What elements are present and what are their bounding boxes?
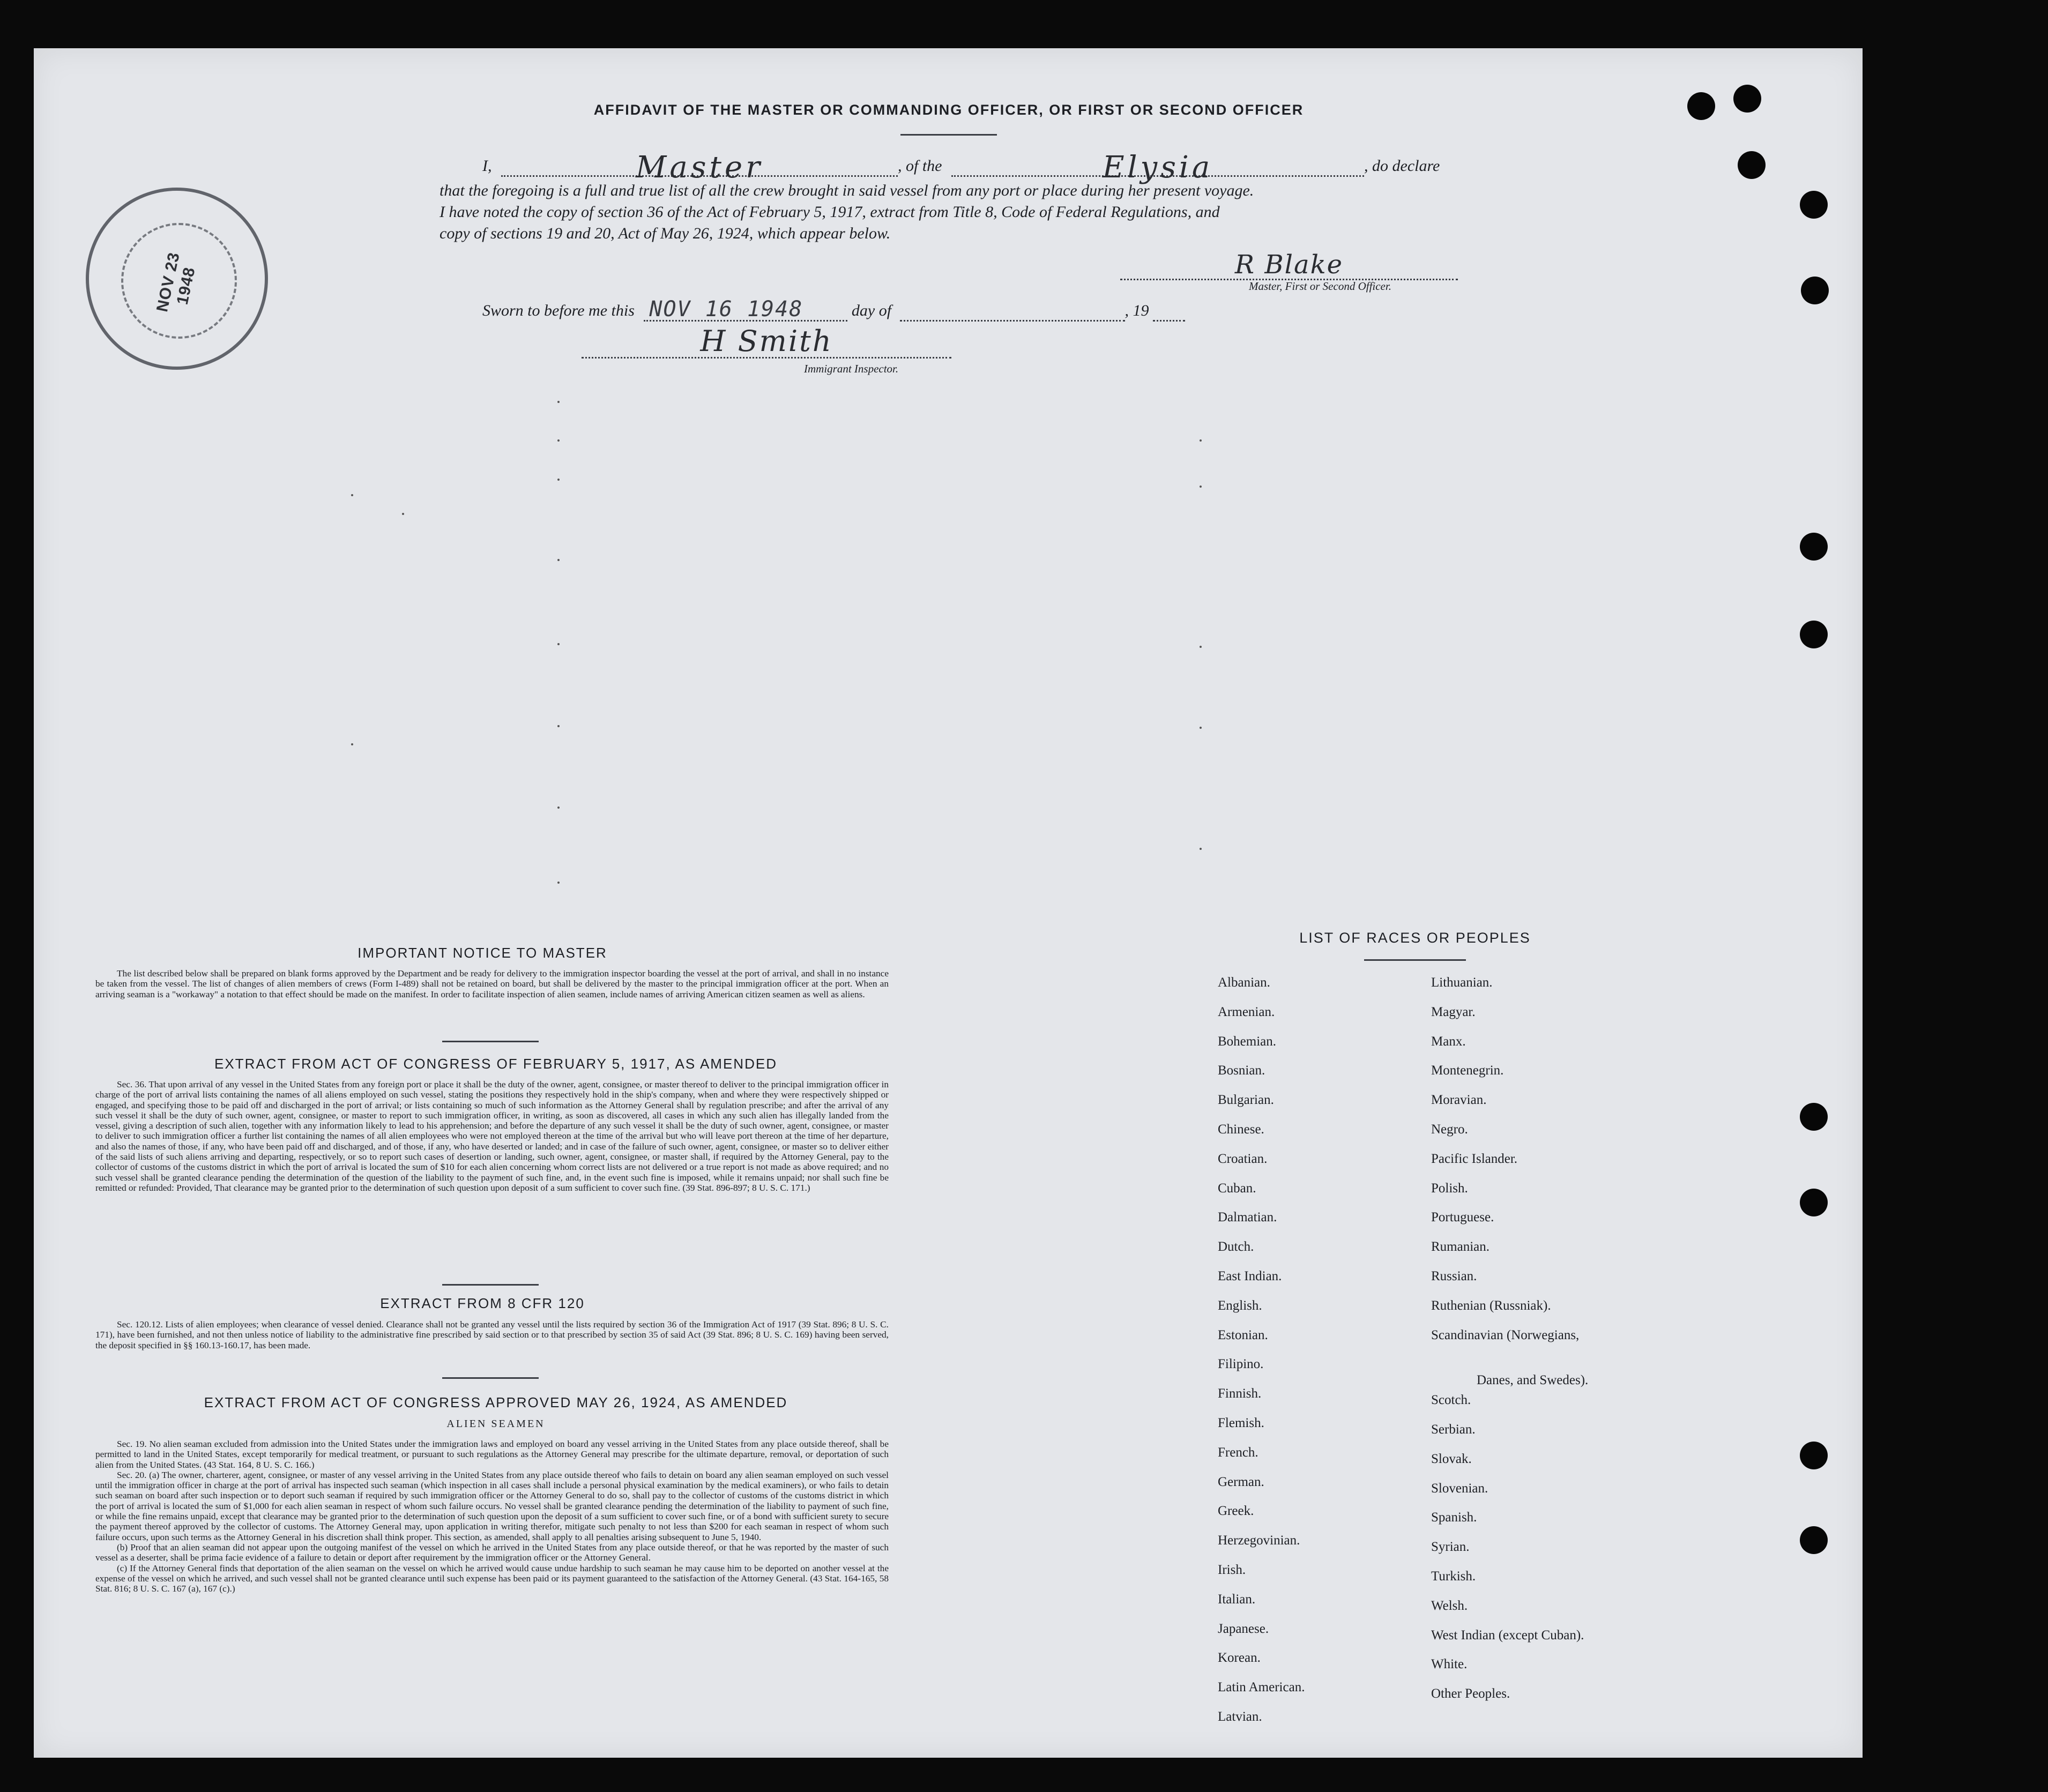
- race-item: Pacific Islander.: [1431, 1151, 1518, 1166]
- sworn-label: Sworn to before me this: [482, 302, 635, 319]
- race-item: Cuban.: [1218, 1181, 1256, 1196]
- race-item: Estonian.: [1218, 1327, 1268, 1342]
- race-item: Greek.: [1218, 1504, 1254, 1519]
- race-item: White.: [1431, 1657, 1468, 1672]
- race-item: Filipino.: [1218, 1357, 1264, 1372]
- extract-1917-title: EXTRACT FROM ACT OF CONGRESS OF FEBRUARY 5, 1917, AS AMENDED: [214, 1056, 777, 1072]
- affidavit-line-4: copy of sections 19 and 20, Act of May 26, 1924, which appear below.: [440, 225, 891, 242]
- binder-hole: [1800, 1103, 1828, 1131]
- binder-hole: [1800, 1442, 1828, 1469]
- sworn-date-field: [644, 297, 847, 322]
- section-divider: [442, 1377, 539, 1379]
- race-item: Slovak.: [1431, 1451, 1472, 1466]
- section-19-paragraph: Sec. 19. No alien seaman excluded from admission into the United States under the immigration laws and employed on board any vessel arriving in the United States from any place outside thereof, shall be permitted to land in the United States, except temporarily for medical treatment, or pursuant to such regulations as the Attorney General may prescribe for the ultimate departure, removal, or deportation of such alien from the United States. (43 Stat. 164, 8 U. S. C. 166.): [95, 1439, 889, 1470]
- section-20b-paragraph: (b) Proof that an alien seaman did not appear upon the outgoing manifest of the vessel on which he arrived in the United States from any place outside thereof, or that he was reported by the master of such vessel as a deserter, shall be prima facie evidence of a failure to detain or deport after requirement by the immigration officer or the Attorney General.: [95, 1542, 889, 1563]
- master-signature-field: [1120, 241, 1458, 280]
- month-field: [900, 302, 1125, 322]
- affidavit-title: AFFIDAVIT OF THE MASTER OR COMMANDING OFFICER, OR FIRST OR SECOND OFFICER: [593, 102, 1304, 118]
- race-item: Manx.: [1431, 1034, 1466, 1049]
- vessel-name-handwritten: Elysia: [1102, 150, 1213, 185]
- scan-dot: [557, 559, 560, 561]
- scan-dot: [1200, 848, 1202, 850]
- do-declare-label: , do declare: [1364, 157, 1440, 175]
- master-signature: R Blake: [1234, 250, 1344, 280]
- affidavit-line-3: I have noted the copy of section 36 of the Act of February 5, 1917, extract from Title 8, Code of Federal Regulations, and: [440, 203, 1220, 221]
- master-caption: Master, First or Second Officer.: [1249, 280, 1391, 293]
- binder-hole: [1800, 191, 1828, 219]
- race-item: Flemish.: [1218, 1416, 1264, 1430]
- scan-dot: [557, 643, 560, 645]
- races-divider: [1364, 959, 1466, 961]
- extract-1924-title: EXTRACT FROM ACT OF CONGRESS APPROVED MAY 26, 1924, AS AMENDED: [204, 1394, 788, 1410]
- officer-name-handwritten: Master: [636, 150, 763, 185]
- race-item: English.: [1218, 1298, 1262, 1313]
- race-item: Albanian.: [1218, 975, 1270, 990]
- race-item: Danes, and Swedes).: [1477, 1373, 1589, 1388]
- section-divider: [442, 1284, 539, 1286]
- binder-hole: [1738, 151, 1766, 179]
- year-field: [1153, 302, 1185, 322]
- race-item: Irish.: [1218, 1563, 1246, 1577]
- scan-dot: [1200, 439, 1202, 442]
- race-item: West Indian (except Cuban).: [1431, 1627, 1584, 1642]
- race-item: Herzegovinian.: [1218, 1533, 1300, 1548]
- day-of-label: day of: [851, 302, 892, 319]
- scan-dot: [557, 725, 560, 727]
- race-item: Other Peoples.: [1431, 1686, 1510, 1701]
- race-item: French.: [1218, 1445, 1258, 1460]
- race-item: Magyar.: [1431, 1004, 1476, 1019]
- race-item: German.: [1218, 1474, 1264, 1489]
- cfr-text: Sec. 120.12. Lists of alien employees; when clearance of vessel denied. Clearance shall not be granted any vessel until the lists required by section 36 of the Immigration Act of 1917 (39 Stat. 896; 8 U. S. C. 171), have been furnished, and not then unless notice of liability to the administrative fine prescribed by said section or to that prescribed by section 35 of said Act (39 Stat. 896; 8 U. S. C. 169) having been served, the deposit specified in §§ 160.13-160.17, has been made.: [95, 1319, 889, 1350]
- race-item: Spanish.: [1431, 1510, 1477, 1525]
- race-item: Scandinavian (Norwegians,: [1431, 1327, 1580, 1342]
- officer-name-field: [501, 150, 898, 185]
- race-item: Turkish.: [1431, 1569, 1476, 1584]
- races-title: LIST OF RACES OR PEOPLES: [1299, 930, 1531, 946]
- binder-hole: [1800, 1189, 1828, 1216]
- scan-dot: [1200, 646, 1202, 648]
- scan-dot: [557, 807, 560, 809]
- sworn-line: [482, 297, 1233, 322]
- race-item: Syrian.: [1431, 1540, 1470, 1555]
- title-divider: [900, 134, 997, 136]
- vessel-name-field: [951, 150, 1364, 185]
- race-item: Bulgarian.: [1218, 1093, 1274, 1108]
- scan-dot: [557, 882, 560, 884]
- affidavit-line-1: [482, 150, 1463, 185]
- scan-dot: [351, 743, 353, 745]
- scan-dot: [402, 513, 404, 515]
- race-item: Finnish.: [1218, 1386, 1262, 1401]
- binder-hole: [1800, 1526, 1828, 1554]
- race-item: Lithuanian.: [1431, 975, 1493, 990]
- inspector-signature-field: [582, 322, 951, 359]
- affidavit-i-label: I,: [482, 157, 492, 175]
- cfr-title: EXTRACT FROM 8 CFR 120: [380, 1295, 585, 1311]
- extract-1924-text: [95, 1439, 889, 1594]
- binder-hole: [1733, 85, 1761, 113]
- sworn-date-stamp: NOV 16 1948: [649, 297, 803, 322]
- race-item: Serbian.: [1431, 1422, 1476, 1437]
- seal-date: NOV 23 1948: [153, 250, 199, 313]
- race-item: Welsh.: [1431, 1598, 1468, 1613]
- extract-1917-text: Sec. 36. That upon arrival of any vessel in the United States from any foreign port or place it shall be the duty of the owner, agent, consignee, or master thereof to deliver to the principal immigration officer in charge of the port of arrival lists containing the names of all aliens employed on such vessel, stating the positions they respectively hold in the ship's company, when and where they were respectively shipped or engaged, and specifying those to be paid off and discharged in the port of arrival; or lists containing so much of such information as the Attorney General shall by regulation prescribe; and after the arrival of any such vessel it shall be the duty of such owner, agent, consignee, or master to report to such immigration officer, in writing, as soon as discovered, all cases in which any such alien has illegally landed from the vessel, giving a description of such alien, together with any information likely to lead to his apprehension; and before the departure of any such vessel it shall be the duty of such owner, agent, consignee, or master to deliver to such immigration officer a further list containing the names of all alien employees who were not employed thereon at the time of the arrival but who will leave port thereon at the time of her departure, and also the names of those, if any, who have been paid off and discharged, and of those, if any, who have deserted or landed; and in case of the failure of such owner, agent, consignee, or master so to deliver either of the said lists of such aliens arriving and departing, respectively, or so to report such cases of desertion or landing, such owner, agent, consignee, or master shall, if required by the Attorney General, pay to the collector of customs of the customs district in which the port of arrival is located the sum of $10 for each alien concerning whom correct lists are not delivered or a true report is not made as above required; and no such vessel shall be granted clearance pending the determination of the question of the liability to the payment of such fine, and, in the event such fine is imposed, while it remains unpaid; nor shall such fine be remitted or refunded: Provided, That clearance may be granted prior to the determination of such question upon deposit of a sum sufficient to cover such fine. (39 Stat. 896-897; 8 U. S. C. 171.): [95, 1079, 889, 1193]
- race-item: Scotch.: [1431, 1393, 1471, 1408]
- race-item: Portuguese.: [1431, 1210, 1494, 1225]
- section-divider: [442, 1041, 539, 1042]
- race-item: Italian.: [1218, 1592, 1256, 1607]
- arrival-seal-stamp: [86, 188, 268, 370]
- race-item: Latvian.: [1218, 1709, 1262, 1724]
- race-item: Slovenian.: [1431, 1481, 1488, 1496]
- binder-hole: [1801, 277, 1829, 304]
- race-item: Ruthenian (Russniak).: [1431, 1298, 1551, 1313]
- race-item: Bohemian.: [1218, 1034, 1277, 1049]
- scan-dot: [1200, 727, 1202, 729]
- section-20a-paragraph: Sec. 20. (a) The owner, charterer, agent, consignee, or master of any vessel arriving in the United States from any place outside thereof who fails to detain on board any alien seaman employed on such vessel until the immigration officer in charge at the port of arrival has inspected such seaman (which inspection in all cases shall include a personal physical examination by the medical examiners), or who fails to detain such seaman on board after such inspection or to deport such seaman if required by such immigration officer or the Attorney General to do so, shall pay to the collector of customs of the customs district in which the port of arrival is located the sum of $1,000 for each alien seaman in respect of whom such failure occurs. No vessel shall be granted clearance pending the determination of the liability to payment of such fine, or while the fine remains unpaid, except that clearance may be granted prior to the determination of such question upon the deposit of a sum sufficient to cover such fine, or of a bond with sufficient surety to secure the payment thereof approved by the collector of customs. The Attorney General may, upon application in writing therefor, mitigate such penalty to not less than $200 for each seaman in respect of whom such failure occurs, upon such terms as the Attorney General in his discretion shall think proper. This section, as amended, shall apply to all penalties arising subsequent to June 5, 1940.: [95, 1469, 889, 1542]
- year-prefix-label: , 19: [1124, 302, 1149, 319]
- scan-dot: [557, 401, 560, 403]
- affidavit-line-2: that the foregoing is a full and true list of all the crew brought in said vessel from any port or place during her present voyage.: [440, 182, 1254, 199]
- race-item: Bosnian.: [1218, 1063, 1265, 1078]
- race-item: Moravian.: [1431, 1093, 1487, 1108]
- race-item: Rumanian.: [1431, 1240, 1490, 1255]
- scan-dot: [557, 479, 560, 481]
- race-item: Montenegrin.: [1431, 1063, 1504, 1078]
- race-item: Russian.: [1431, 1269, 1477, 1283]
- race-item: Chinese.: [1218, 1122, 1264, 1137]
- race-item: Dalmatian.: [1218, 1210, 1277, 1225]
- binder-hole: [1800, 533, 1828, 561]
- notice-text: The list described below shall be prepared on blank forms approved by the Department and be ready for delivery to the immigration inspector boarding the vessel at the port of arrival, and shall in no instance be taken from the vessel. The list of changes of alien members of crews (Form I-489) shall not be retained on board, but shall be delivered by the master to the principal immigration officer at the port. When an arriving seaman is a "workaway" a notation to that effect should be made on the manifest. In order to facilitate inspection of alien seamen, include names of arriving American citizen seamen as well as aliens.: [95, 968, 889, 999]
- race-item: Latin American.: [1218, 1680, 1305, 1695]
- race-item: Dutch.: [1218, 1240, 1254, 1255]
- binder-hole: [1800, 621, 1828, 648]
- notice-title: IMPORTANT NOTICE TO MASTER: [358, 945, 607, 961]
- scan-dot: [557, 439, 560, 442]
- inspector-signature: H Smith: [700, 324, 833, 358]
- race-item: Polish.: [1431, 1181, 1468, 1196]
- scan-dot: [1200, 486, 1202, 488]
- section-20c-paragraph: (c) If the Attorney General finds that deportation of the alien seaman on the vessel on which he arrived would cause undue hardship to such seaman he may cause him to be deported on another vessel at the expense of the vessel on which he arrived, and such vessel shall not be granted clearance until such expense has been paid or its payment guaranteed to the satisfaction of the Attorney General. (43 Stat. 164-165, 58 Stat. 816; 8 U. S. C. 167 (a), 167 (c).): [95, 1563, 889, 1594]
- race-item: Japanese.: [1218, 1621, 1269, 1636]
- extract-1924-subtitle: ALIEN SEAMEN: [446, 1418, 545, 1430]
- of-the-label: , of the: [898, 157, 942, 175]
- race-item: Armenian.: [1218, 1004, 1275, 1019]
- scan-dot: [351, 494, 353, 496]
- race-item: Croatian.: [1218, 1151, 1268, 1166]
- inspector-caption: Immigrant Inspector.: [804, 362, 899, 375]
- race-item: Negro.: [1431, 1122, 1468, 1137]
- race-item: East Indian.: [1218, 1269, 1282, 1283]
- binder-hole: [1687, 92, 1715, 120]
- race-item: Korean.: [1218, 1651, 1261, 1666]
